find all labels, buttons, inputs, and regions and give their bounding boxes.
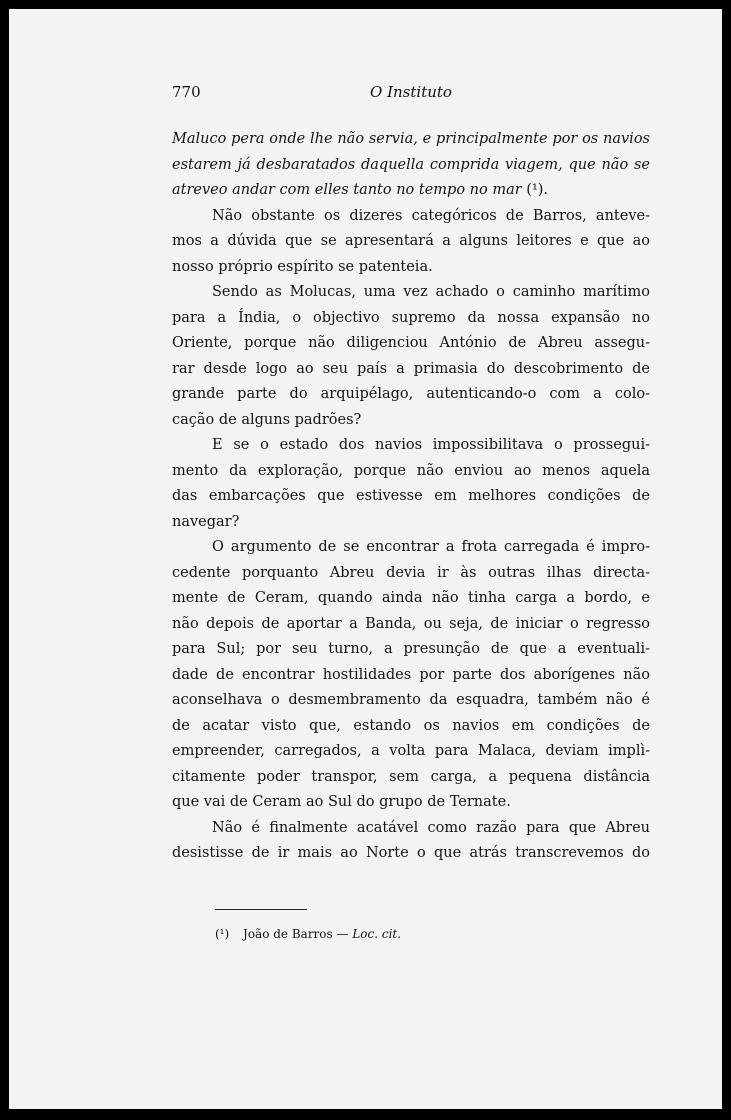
footnote-divider bbox=[215, 909, 307, 910]
text-line: mente de Ceram, quando ainda não tinha carga a bordo, e bbox=[172, 590, 650, 606]
text-line: Sendo as Molucas, uma vez achado o caminho marítimo bbox=[212, 284, 650, 300]
quote-paragraph bbox=[172, 127, 650, 204]
text-line: O argumento de se encontrar a frota carregada é impro- bbox=[212, 539, 650, 555]
text-line: empreender, carregados, a volta para Malaca, deviam implì- bbox=[172, 743, 650, 759]
footnote bbox=[215, 927, 401, 941]
text-line: para a Índia, o objectivo supremo da nossa expansão no bbox=[172, 309, 650, 326]
footnote-citation: Loc. cit. bbox=[352, 927, 402, 941]
text-line: nosso próprio espírito se patenteia. bbox=[172, 258, 433, 275]
running-title: O Instituto bbox=[370, 83, 452, 101]
text-line: de acatar visto que, estando os navios em condições de bbox=[172, 717, 650, 734]
text-line: dade de encontrar hostilidades por parte dos aborígenes não bbox=[172, 666, 650, 683]
text-line: Oriente, porque não diligenciou António de Abreu assegu- bbox=[172, 335, 650, 351]
quote-last-line: atreveo andar com elles tanto no tempo no mar bbox=[172, 182, 522, 198]
text-line: das embarcações que estivesse em melhores condições de bbox=[172, 488, 650, 504]
body-text bbox=[172, 127, 650, 867]
text-line: desistisse de ir mais ao Norte o que atrás transcrevemos do bbox=[172, 845, 650, 861]
text-line: não depois de aportar a Banda, ou seja, de iniciar o regresso bbox=[172, 615, 650, 632]
page-header bbox=[172, 83, 650, 105]
book-page bbox=[9, 9, 722, 1109]
text-line: Não é finalmente acatável como razão para que Abreu bbox=[212, 819, 650, 836]
paragraph bbox=[172, 204, 650, 281]
footnote-text: João de Barros — bbox=[243, 927, 349, 941]
paragraph bbox=[172, 816, 650, 867]
paragraph bbox=[172, 535, 650, 816]
text-line: Não obstante os dizeres categóricos de Barros, anteve- bbox=[212, 207, 650, 224]
text-line: navegar? bbox=[172, 513, 240, 530]
text-line bbox=[172, 178, 650, 204]
text-line: mos a dúvida que se apresentará a alguns leitores e que ao bbox=[172, 233, 650, 249]
text-line: aconselhava o desmembramento da esquadra, também não é bbox=[172, 692, 650, 708]
text-line: mento da exploração, porque não enviou ao menos aquela bbox=[172, 462, 650, 479]
text-line: cedente porquanto Abreu devia ir às outras ilhas directa- bbox=[172, 564, 650, 581]
text-line: rar desde logo ao seu país a primasia do descobrimento de bbox=[172, 360, 650, 377]
text-line: Maluco pera onde lhe não servia, e principalmente por os navios bbox=[172, 131, 650, 147]
footnote-reference[interactable]: (¹). bbox=[526, 182, 549, 198]
text-line: para Sul; por seu turno, a presunção de que a eventuali- bbox=[172, 641, 650, 657]
text-line: E se o estado dos navios impossibilitava o prossegui- bbox=[212, 437, 650, 453]
paragraph bbox=[172, 433, 650, 535]
text-line: que vai de Ceram ao Sul do grupo de Ternate. bbox=[172, 794, 511, 810]
page-number: 770 bbox=[172, 83, 201, 101]
paragraph bbox=[172, 280, 650, 433]
footnote-marker: (¹) bbox=[215, 927, 230, 941]
text-line: citamente poder transpor, sem carga, a pequena distância bbox=[172, 768, 650, 785]
text-line: grande parte do arquipélago, autenticando-o com a colo- bbox=[172, 386, 650, 402]
text-line: estarem já desbaratados daquella comprida viagem, que não se bbox=[172, 156, 650, 173]
text-line: cação de alguns padrões? bbox=[172, 411, 362, 428]
